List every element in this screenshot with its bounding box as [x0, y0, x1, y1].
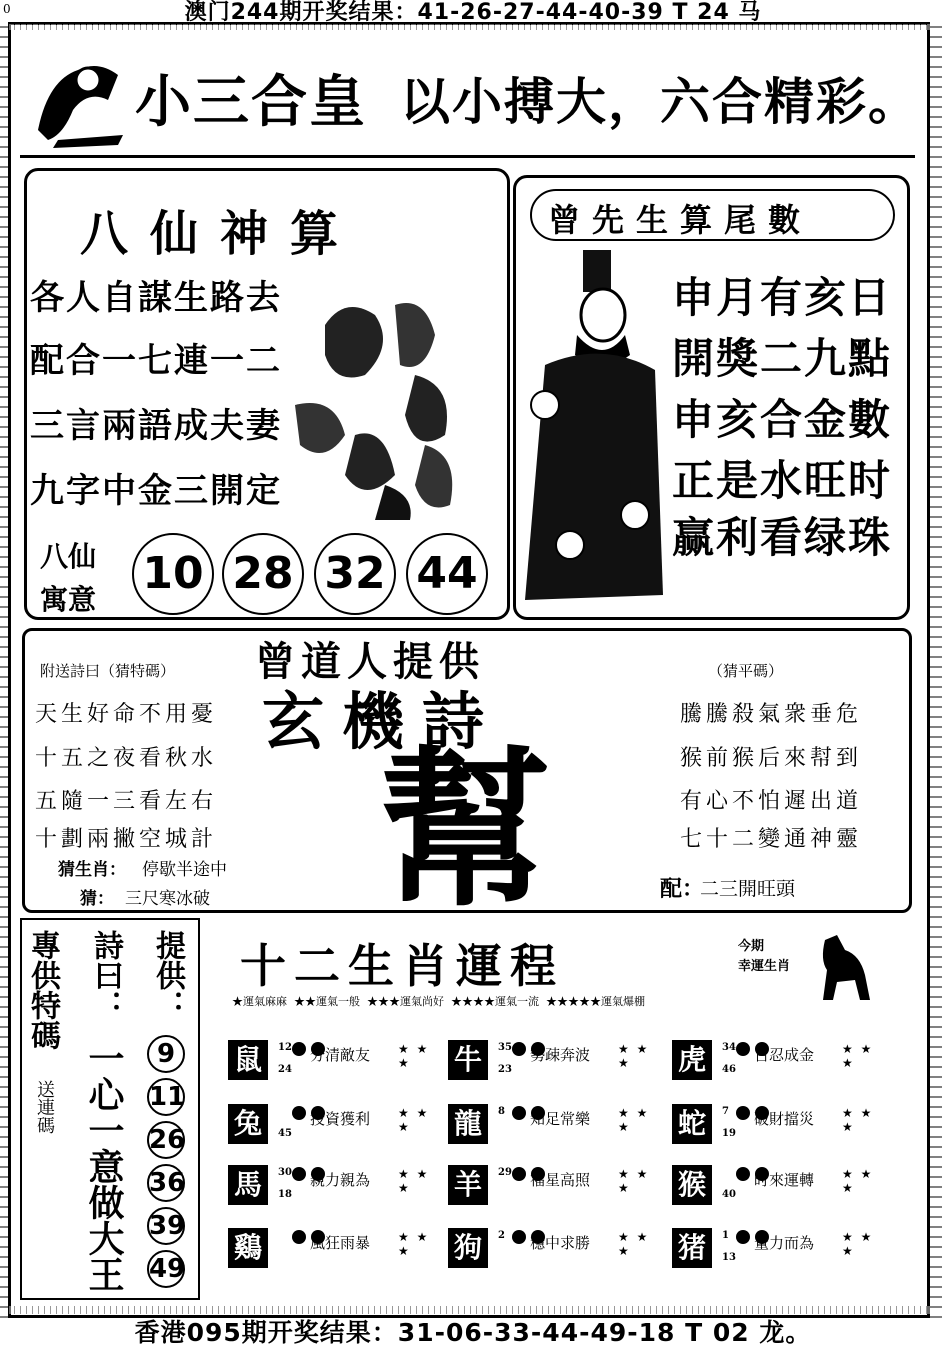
zodiac-animal: 牛: [448, 1040, 488, 1080]
zodiac-phrase: 百忍成金: [754, 1046, 815, 1064]
zeng-line-3: 申亥合金數: [672, 395, 893, 444]
legend-stars: ★★★★★: [546, 995, 601, 1008]
baxian-title: 八仙神算: [80, 206, 361, 262]
luck-stars-icon: ★ ★ ★: [398, 1106, 430, 1134]
watermark-strip-right: [930, 26, 942, 1318]
mystic-right-line-2: 猴前猴后來幇到: [680, 746, 863, 771]
luck-dot: [736, 1230, 750, 1244]
watermark-strip-bottom: [8, 1306, 930, 1314]
special-number: 49: [147, 1250, 185, 1288]
luck-dot: [292, 1042, 306, 1056]
luck-stars-icon: ★ ★ ★: [618, 1106, 650, 1134]
hongkong-result-footer: 香港095期开奖结果：31-06-33-44-49-18 T 02 龙。: [134, 1318, 812, 1347]
corner-mark: 0: [3, 2, 11, 16]
luck-stars-icon: ★ ★ ★: [398, 1230, 430, 1258]
zodiac-animal: 羊: [448, 1165, 488, 1205]
zeng-line-2: 開獎二九點: [672, 334, 893, 383]
zodiac-phrase: 知足常樂: [530, 1110, 591, 1128]
luck-stars-icon: ★ ★ ★: [618, 1230, 650, 1258]
mystic-right-line-1: 騰騰殺氣衆垂危: [680, 702, 863, 727]
mystic-title: 玄機詩: [262, 685, 503, 758]
legend-text: 運氣麻麻: [243, 995, 287, 1008]
baxian-number: 10: [132, 533, 214, 615]
luck-stars-icon: ★ ★ ★: [842, 1230, 874, 1258]
special-sub: 送連碼: [34, 1080, 55, 1134]
luck-dot: [512, 1042, 526, 1056]
baxian-number: 32: [314, 533, 396, 615]
zeng-title: 曾先生算尾數: [548, 201, 813, 239]
zodiac-phrase: 穩中求勝: [530, 1234, 591, 1252]
dog-icon: [815, 930, 875, 1005]
mystic-big-char: 幫: [380, 730, 551, 930]
luck-dot: [736, 1042, 750, 1056]
riddle-label: 猜：: [80, 889, 114, 909]
zodiac-animal: 龍: [448, 1104, 488, 1144]
zodiac-phrase: 風狂雨暴: [310, 1234, 371, 1252]
zodiac-number: 23: [498, 1064, 512, 1075]
zodiac-number: 29: [498, 1167, 512, 1178]
zodiac-phrase: 投資獲利: [310, 1110, 371, 1128]
baxian-label-top: 八仙: [40, 540, 97, 573]
brand-title: 小三合皇: [135, 70, 367, 135]
zodiac-number: 46: [722, 1064, 736, 1075]
luck-dot: [292, 1167, 306, 1181]
mystic-right-line-4: 七十二變通神靈: [680, 827, 863, 852]
baxian-number: 44: [406, 533, 488, 615]
zodiac-animal: 鷄: [228, 1228, 268, 1268]
watermark-strip-left: [0, 26, 8, 1318]
legend-stars: ★: [232, 995, 243, 1008]
zodiac-title: 十二生肖運程: [240, 939, 564, 993]
today-label: 今期: [738, 939, 765, 954]
mystic-left-caption: 附送詩曰（猜特碼）: [40, 662, 176, 680]
zodiac-number: 30: [278, 1167, 292, 1178]
zodiac-animal: 狗: [448, 1228, 488, 1268]
zodiac-phrase: 親力親為: [310, 1171, 371, 1189]
zodiac-number: 40: [722, 1189, 736, 1200]
zodiac-animal: 鼠: [228, 1040, 268, 1080]
baxian-line-4: 九字中金三開定: [30, 471, 282, 511]
baxian-number: 28: [222, 533, 304, 615]
zodiac-number: 34: [722, 1042, 736, 1053]
baxian-line-2: 配合一七連一二: [30, 341, 282, 381]
legend-stars: ★★★★: [451, 995, 495, 1008]
zodiac-number: 1: [722, 1230, 729, 1241]
slogan: 以小搏大，六合精彩。: [400, 73, 920, 131]
baxian-line-3: 三言兩語成夫妻: [30, 406, 282, 446]
legend-text: 運氣爆棚: [601, 995, 645, 1008]
zodiac-number: 13: [722, 1252, 736, 1263]
zodiac-phrase: 勢疎奔波: [530, 1046, 591, 1064]
riddle-zodiac-label: 猜生肖：: [58, 860, 126, 880]
provide-label: 提供：: [150, 930, 185, 1020]
eight-immortals-illustration: [285, 285, 465, 525]
scholar-logo-image: [28, 40, 128, 150]
special-number: 39: [147, 1207, 185, 1245]
zodiac-number: 19: [722, 1128, 736, 1139]
zodiac-number: 24: [278, 1064, 292, 1075]
zodiac-phrase: 分清敵友: [310, 1046, 371, 1064]
zodiac-animal: 兔: [228, 1104, 268, 1144]
macau-result-header: 澳门244期开奖结果：41-26-27-44-40-39 T 24 马: [184, 0, 762, 25]
zeng-line-1: 申月有亥日: [672, 273, 893, 322]
special-number: 9: [147, 1035, 185, 1073]
luck-stars-icon: ★ ★ ★: [618, 1042, 650, 1070]
luck-dot: [736, 1106, 750, 1120]
mystic-right-caption: （猜平碼）: [708, 662, 784, 680]
zodiac-phrase: 福星高照: [530, 1171, 591, 1189]
luck-dot: [512, 1106, 526, 1120]
mystic-provider: 曾道人提供: [255, 639, 485, 685]
luck-dot: [292, 1106, 306, 1120]
pei-text: 二三開旺頭: [700, 878, 796, 900]
special-number: 26: [147, 1121, 185, 1159]
zodiac-phrase: 量力而為: [754, 1234, 815, 1252]
riddle-zodiac-text: 停歇半途中: [142, 860, 227, 880]
mystic-right-line-3: 有心不怕遲出道: [680, 789, 863, 814]
luck-stars-icon: ★ ★ ★: [842, 1167, 874, 1195]
riddle-text: 三尺寒冰破: [125, 889, 210, 909]
mystic-left-line-2: 十五之夜看秋水: [35, 746, 218, 771]
zodiac-number: 18: [278, 1189, 292, 1200]
watermark-strip-top: [8, 24, 930, 30]
zodiac-animal: 蛇: [672, 1104, 712, 1144]
zeng-line-4: 正是水旺时: [672, 456, 893, 505]
zodiac-animal: 猴: [672, 1165, 712, 1205]
zodiac-animal: 虎: [672, 1040, 712, 1080]
zodiac-number: 45: [278, 1128, 292, 1139]
zeng-line-5: 赢利看绿珠: [672, 513, 893, 562]
special-title: 專供特碼: [25, 930, 60, 1050]
luck-dot: [292, 1230, 306, 1244]
poem-label: 詩曰：: [88, 930, 123, 1020]
luck-stars-icon: ★ ★ ★: [618, 1167, 650, 1195]
luck-dot: [736, 1167, 750, 1181]
luck-stars-icon: ★ ★ ★: [398, 1167, 430, 1195]
special-number: 36: [147, 1164, 185, 1202]
zodiac-number: 8: [498, 1106, 505, 1117]
zodiac-number: 12: [278, 1042, 292, 1053]
baxian-label-bottom: 寓意: [40, 583, 97, 616]
luck-stars-icon: ★ ★ ★: [398, 1042, 430, 1070]
legend-text: 運氣一般: [316, 995, 360, 1008]
legend-text: 運氣一流: [495, 995, 539, 1008]
scholar-figure-illustration: [515, 245, 665, 610]
zodiac-phrase: 时來運轉: [754, 1171, 815, 1189]
baxian-line-1: 各人自謀生路去: [30, 278, 282, 318]
luck-dot: [512, 1167, 526, 1181]
legend-stars: ★★: [294, 995, 316, 1008]
zodiac-phrase: 破財擋災: [754, 1110, 815, 1128]
luck-stars-icon: ★ ★ ★: [842, 1106, 874, 1134]
luck-dot: [512, 1230, 526, 1244]
zodiac-number: 7: [722, 1106, 729, 1117]
luck-stars-icon: ★ ★ ★: [842, 1042, 874, 1070]
legend-text: 運氣尚好: [400, 995, 444, 1008]
mystic-left-line-3: 五隨一三看左右: [35, 789, 218, 814]
mystic-left-line-1: 天生好命不用憂: [35, 702, 218, 727]
zodiac-animal: 猪: [672, 1228, 712, 1268]
legend-stars: ★★★: [367, 995, 400, 1008]
special-poem: 一心一意做大王: [83, 1040, 125, 1292]
zodiac-animal: 馬: [228, 1165, 268, 1205]
mystic-left-line-4: 十劃兩撇空城計: [35, 827, 218, 852]
pei-label: 配：: [660, 876, 705, 902]
zodiac-number: 2: [498, 1230, 505, 1241]
zodiac-number: 35: [498, 1042, 512, 1053]
luck-legend: [232, 993, 645, 1009]
lucky-label: 幸運生肖: [738, 959, 791, 974]
special-number: 11: [147, 1078, 185, 1116]
